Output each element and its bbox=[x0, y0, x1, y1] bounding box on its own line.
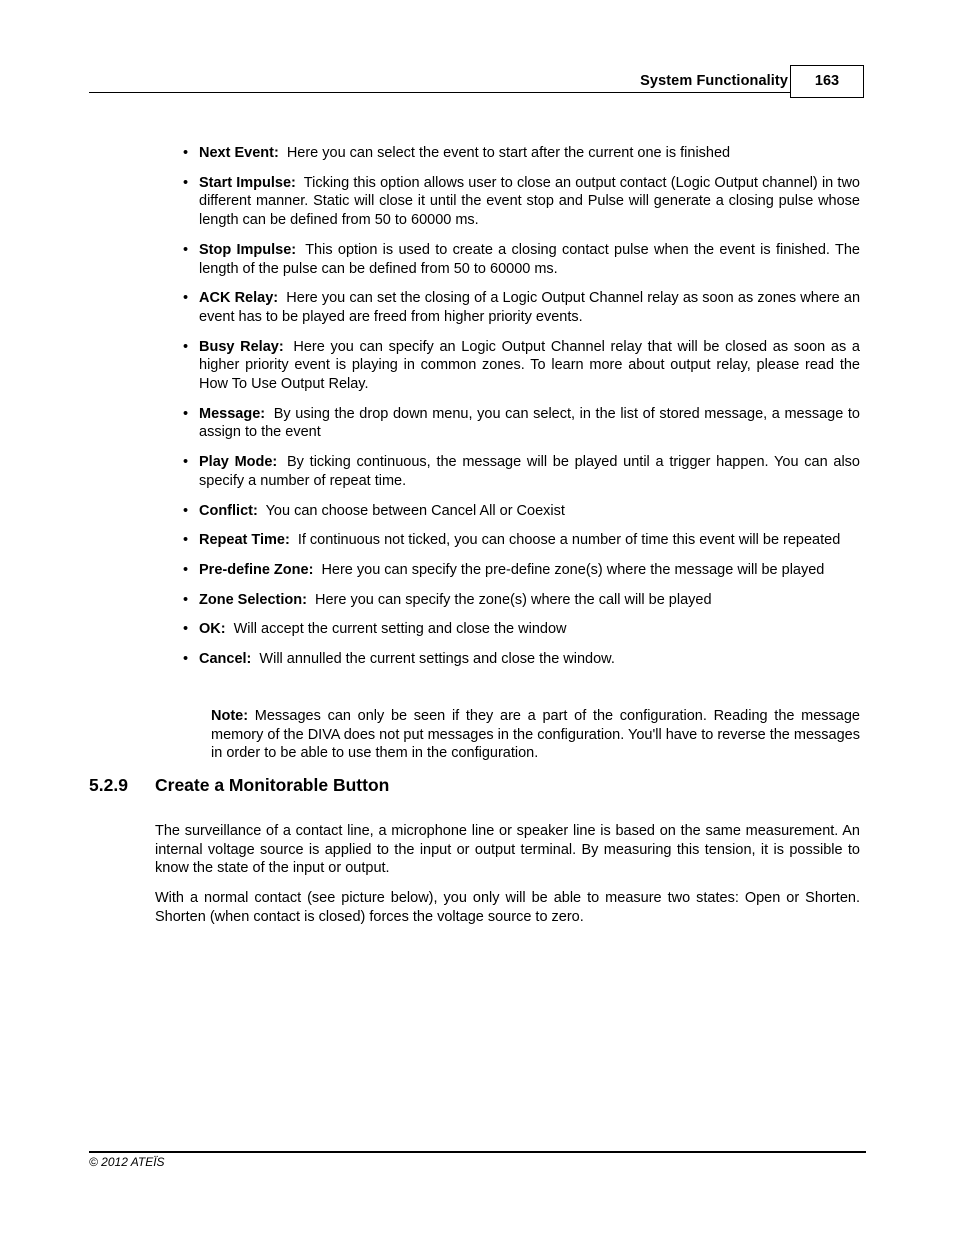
list-item bbox=[183, 502, 860, 521]
note-text: Messages can only be seen if they are a part of the configuration. Reading the message memory of the DIVA does not put messages in the configuration. You'll have to reverse the messages in order to be able to use them in the configuration. bbox=[211, 708, 860, 762]
field-description-list bbox=[183, 144, 860, 680]
term: Start Impulse: bbox=[199, 174, 296, 191]
body-paragraph: With a normal contact (see picture below), you only will be able to measure two states: Open or Shorten. Shorten (when contact is closed) forces the voltage source to zero. bbox=[155, 890, 860, 925]
section-title: Create a Monitorable Button bbox=[155, 775, 390, 795]
description: Ticking this option allows user to close an output contact (Logic Output channel) in two different manner. Static will close it until the event stop and Pulse will generate a closing pulse whose length can be defined from 50 to 60000 ms. bbox=[199, 174, 860, 229]
term: Stop Impulse: bbox=[199, 241, 297, 258]
term: Next Event: bbox=[199, 145, 279, 161]
note-label: Note: bbox=[211, 708, 249, 724]
header-section-title: System Functionality bbox=[640, 73, 788, 89]
header-rule bbox=[89, 92, 791, 93]
bullet-dot: • bbox=[183, 591, 189, 608]
list-item bbox=[183, 620, 860, 639]
list-item bbox=[183, 453, 860, 490]
description: Will accept the current setting and close the window bbox=[233, 621, 567, 638]
bullet-dot: • bbox=[183, 454, 189, 471]
bullet-dot: • bbox=[183, 532, 189, 549]
description: Here you can select the event to start after the current one is finished bbox=[286, 145, 731, 161]
note bbox=[211, 707, 860, 763]
bullet-dot: • bbox=[183, 290, 189, 307]
description: Here you can set the closing of a Logic Output Channel relay as soon as zones where an event has to be played are freed from higher priority events. bbox=[199, 290, 861, 325]
page-number: 163 bbox=[790, 65, 864, 98]
description: You can choose between Cancel All or Coexist bbox=[265, 502, 565, 519]
term: ACK Relay: bbox=[199, 290, 279, 307]
bullet-dot: • bbox=[183, 338, 189, 355]
term: Conflict: bbox=[199, 502, 258, 519]
description: This option is used to create a closing contact pulse when the event is finished. The length of the pulse can be defined from 50 to 60000 ms. bbox=[199, 241, 860, 277]
footer-copyright: © 2012 ATEÏS bbox=[89, 1155, 165, 1169]
list-item bbox=[183, 338, 860, 394]
description: Will annulled the current settings and close the window. bbox=[259, 651, 615, 668]
section-heading bbox=[89, 775, 389, 796]
bullet-dot: • bbox=[183, 241, 189, 258]
description: By ticking continuous, the message will be played until a trigger happen. You can also specify a number of repeat time. bbox=[199, 454, 860, 489]
body-paragraph: The surveillance of a contact line, a microphone line or speaker line is based on the same measurement. An internal voltage source is applied to the input or output terminal. By measuring this tension, it is possible to know the state of the input or output. bbox=[155, 823, 860, 877]
description: Here you can specify an Logic Output Channel relay that will be closed as soon as a higher priority event is playing in common zones. To learn more about output relay, please read the How To Use Output Relay. bbox=[199, 338, 860, 393]
bullet-dot: • bbox=[183, 174, 189, 191]
list-item bbox=[183, 591, 860, 610]
list-item bbox=[183, 241, 860, 278]
bullet-dot: • bbox=[183, 651, 189, 668]
description: If continuous not ticked, you can choose a number of time this event will be repeated bbox=[297, 532, 841, 549]
description: Here you can specify the zone(s) where the call will be played bbox=[315, 591, 712, 608]
bullet-dot: • bbox=[183, 621, 189, 638]
list-item bbox=[183, 650, 860, 669]
term: Pre-define Zone: bbox=[199, 561, 314, 578]
bullet-dot: • bbox=[183, 502, 189, 519]
description: Here you can specify the pre-define zone(s) where the message will be played bbox=[321, 561, 825, 578]
term: Message: bbox=[199, 405, 266, 422]
list-item bbox=[183, 289, 860, 326]
term: Busy Relay: bbox=[199, 338, 284, 355]
list-item bbox=[183, 174, 860, 230]
term: Repeat Time: bbox=[199, 532, 290, 549]
list-item bbox=[183, 531, 860, 550]
list-item bbox=[183, 144, 860, 163]
section-number: 5.2.9 bbox=[89, 775, 128, 795]
term: OK: bbox=[199, 621, 226, 638]
list-item bbox=[183, 561, 860, 580]
bullet-dot: • bbox=[183, 561, 189, 578]
description: By using the drop down menu, you can select, in the list of stored message, a message to assign to the event bbox=[199, 405, 860, 441]
list-item bbox=[183, 405, 860, 442]
bullet-dot: • bbox=[183, 145, 189, 161]
bullet-dot: • bbox=[183, 405, 189, 422]
term: Play Mode: bbox=[199, 454, 278, 471]
term: Cancel: bbox=[199, 651, 252, 668]
term: Zone Selection: bbox=[199, 591, 307, 608]
footer-rule bbox=[89, 1151, 866, 1153]
